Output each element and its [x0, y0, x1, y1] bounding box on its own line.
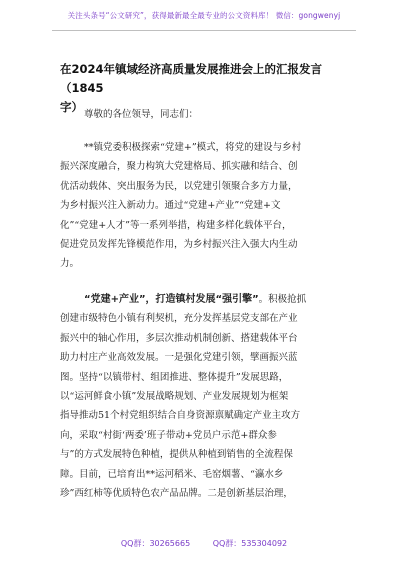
paragraph-2 [60, 290, 360, 503]
paragraph-lead-tail: 。积极抢抓 [258, 294, 307, 305]
watermark-header: 关注头条号“公文研究”，获得最新最全最专业的公文资料库！ 微信：gongwenyj [67, 11, 341, 20]
qq-group-2: QQ群：535304092 [212, 539, 288, 548]
paragraph-line: 振兴深度融合，聚力构筑大党建格局、抓实融和结合、创 [60, 161, 298, 173]
paragraph-line: **镇党委积极探索“党建+”模式，将党的建设与乡村 [84, 142, 302, 153]
paragraph-line: 以“运河鲜食小镇”发展战略规划、产业发展规划为框架 [60, 390, 289, 402]
paragraph-line: 创建市级特色小镇有利契机，充分发挥基层党支部在产业 [60, 313, 298, 325]
salutation: 尊敬的各位领导，同志们： [84, 109, 199, 120]
paragraph-line: 优活动载体、突出服务为民，以党建引领聚合多方力量， [60, 180, 298, 192]
paragraph-line: 助力村庄产业高效发展。一是强化党建引领，擘画振兴蓝 [60, 352, 298, 364]
watermark-footer [0, 538, 408, 549]
header-divider [52, 30, 356, 31]
paragraph-line: 珍”西红柿等优质特色农产品品牌。二是创新基层治理， [60, 487, 293, 499]
qq-group-1: QQ群：30265665 [120, 539, 191, 548]
paragraph-line: 化”“党建+人才”等一系列举措，构建多样化载体平台， [60, 219, 292, 231]
paragraph-1 [60, 138, 360, 274]
paragraph-line: 指导推动51个村党组织结合自身资源禀赋确定产业主攻方 [60, 410, 301, 422]
paragraph-line: 障。目前，已培育出**运河稻米、毛窑烟薯、“瀛水乡 [60, 468, 284, 480]
paragraph-line: 力。 [60, 258, 80, 270]
paragraph-line: 振兴中的轴心作用，多层次推动机制创新、搭建载体平台 [60, 332, 298, 344]
paragraph-line: 促进党员发挥先锋模范作用，为乡村振兴注入强大内生动 [60, 238, 298, 250]
paragraph-lead-line [60, 290, 360, 309]
title-line-2: 字） [60, 100, 83, 114]
paragraph-line: 与”的方式发展特色种植，提供从种植到销售的全流程保 [60, 449, 293, 461]
title-line-1: 在2024年镇域经济高质量发展推进会上的汇报发言（1845 [60, 62, 323, 95]
paragraph-line: 图。坚持“以镇带村、组团推进、整体提升”发展思路， [60, 371, 289, 383]
paragraph-line: 为乡村振兴注入新动力。通过“党建+产业”“党建+文 [60, 200, 281, 212]
paragraph-line: 向，采取“村街‘两委’班子带动+党员户示范+群众参 [60, 429, 277, 441]
section-heading: “党建+产业”，打造镇村发展“强引擎” [84, 294, 259, 305]
